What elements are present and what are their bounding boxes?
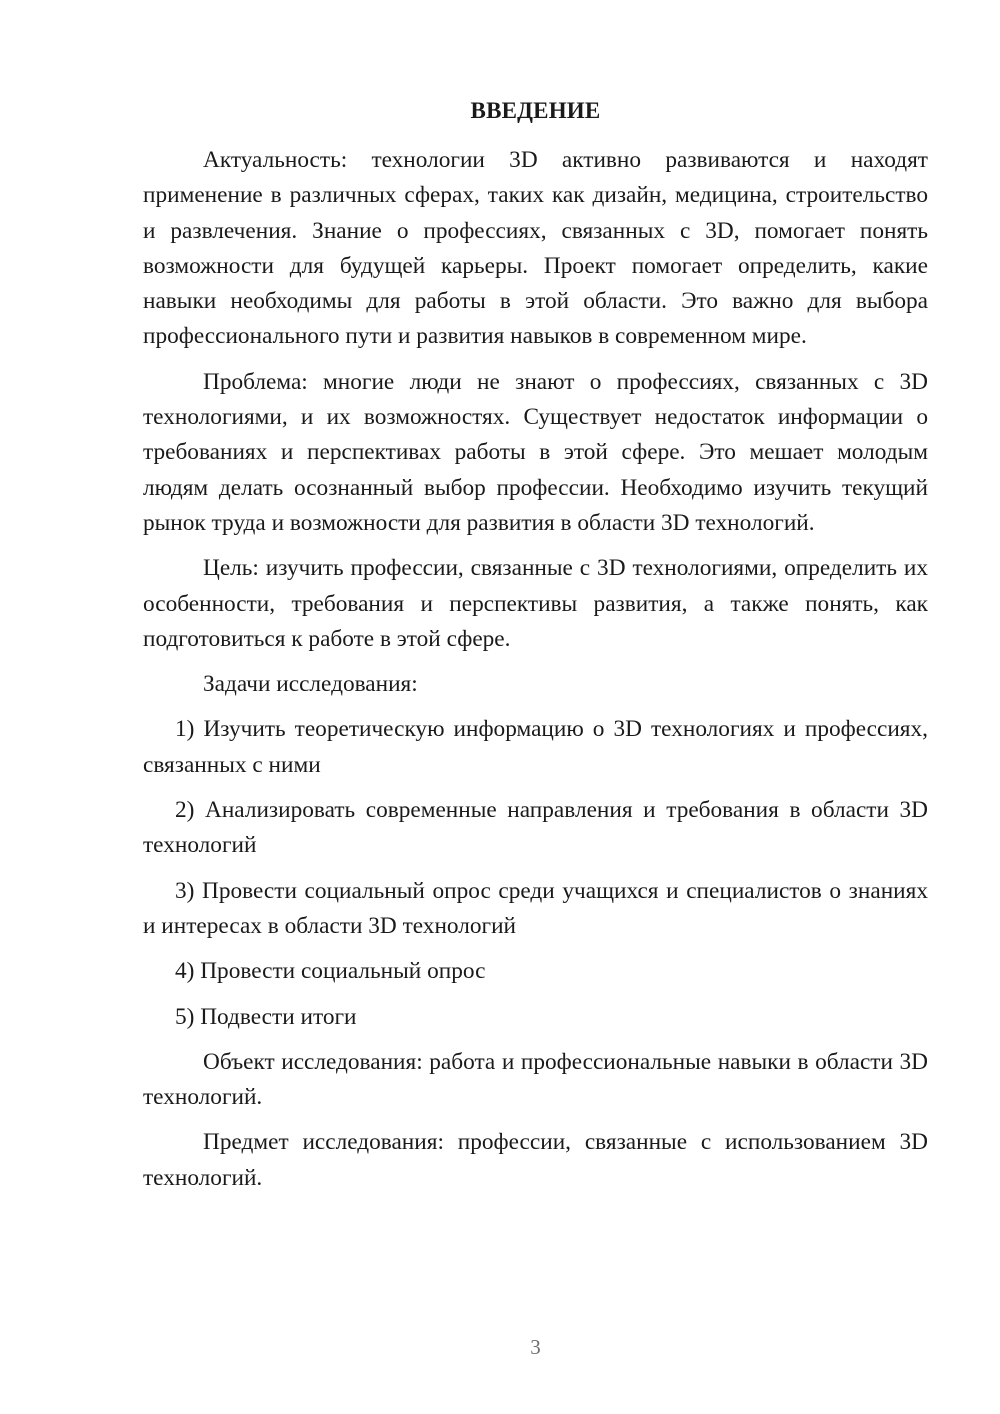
task-item-4: 4) Провести социальный опрос xyxy=(175,958,486,985)
document-body xyxy=(143,143,928,1206)
relevance-paragraph: Актуальность: технологии 3D активно развиваются и находят применение в различных сферах, таких как дизайн, медицина, строительство и развлечения. Знание о профессиях, связанных с 3D, помогает понять возможности для будущей карьеры. Проект помогает определить, какие навыки необходимы для работы в этой области. Это важно для выбора профессионального пути и развития навыков в современном мире. xyxy=(143,147,928,350)
problem-paragraph: Проблема: многие люди не знают о профессиях, связанных с 3D технологиями, и их возможностях. Существует недостаток информации о требованиях и перспективах работы в этой сфере. Это мешает молодым людям делать осознанный выбор профессии. Необходимо изучить текущий рынок труда и возможности для развития в области 3D технологий. xyxy=(143,368,928,536)
section-heading: ВВЕДЕНИЕ xyxy=(470,98,601,123)
task-item-3: 3) Провести социальный опрос среди учащихся и специалистов о знаниях и интересах в области 3D технологий xyxy=(143,877,928,939)
task-item-5: 5) Подвести итоги xyxy=(175,1003,357,1030)
task-item-1: 1) Изучить теоретическую информацию о 3D технологиях и профессиях, связанных с ними xyxy=(143,716,928,778)
object-paragraph: Объект исследования: работа и профессиональные навыки в области 3D технологий. xyxy=(143,1048,928,1111)
page-number: 3 xyxy=(530,1335,541,1359)
task-item-2: 2) Анализировать современные направления и требования в области 3D технологий xyxy=(143,797,928,859)
subject-paragraph: Предмет исследования: профессии, связанные с использованием 3D технологий. xyxy=(143,1129,928,1191)
tasks-heading: Задачи исследования: xyxy=(203,671,418,698)
goal-paragraph: Цель: изучить профессии, связанные с 3D технологиями, определить их особенности, требования и перспективы развития, а также понять, как подготовиться к работе в этой сфере. xyxy=(143,555,928,652)
